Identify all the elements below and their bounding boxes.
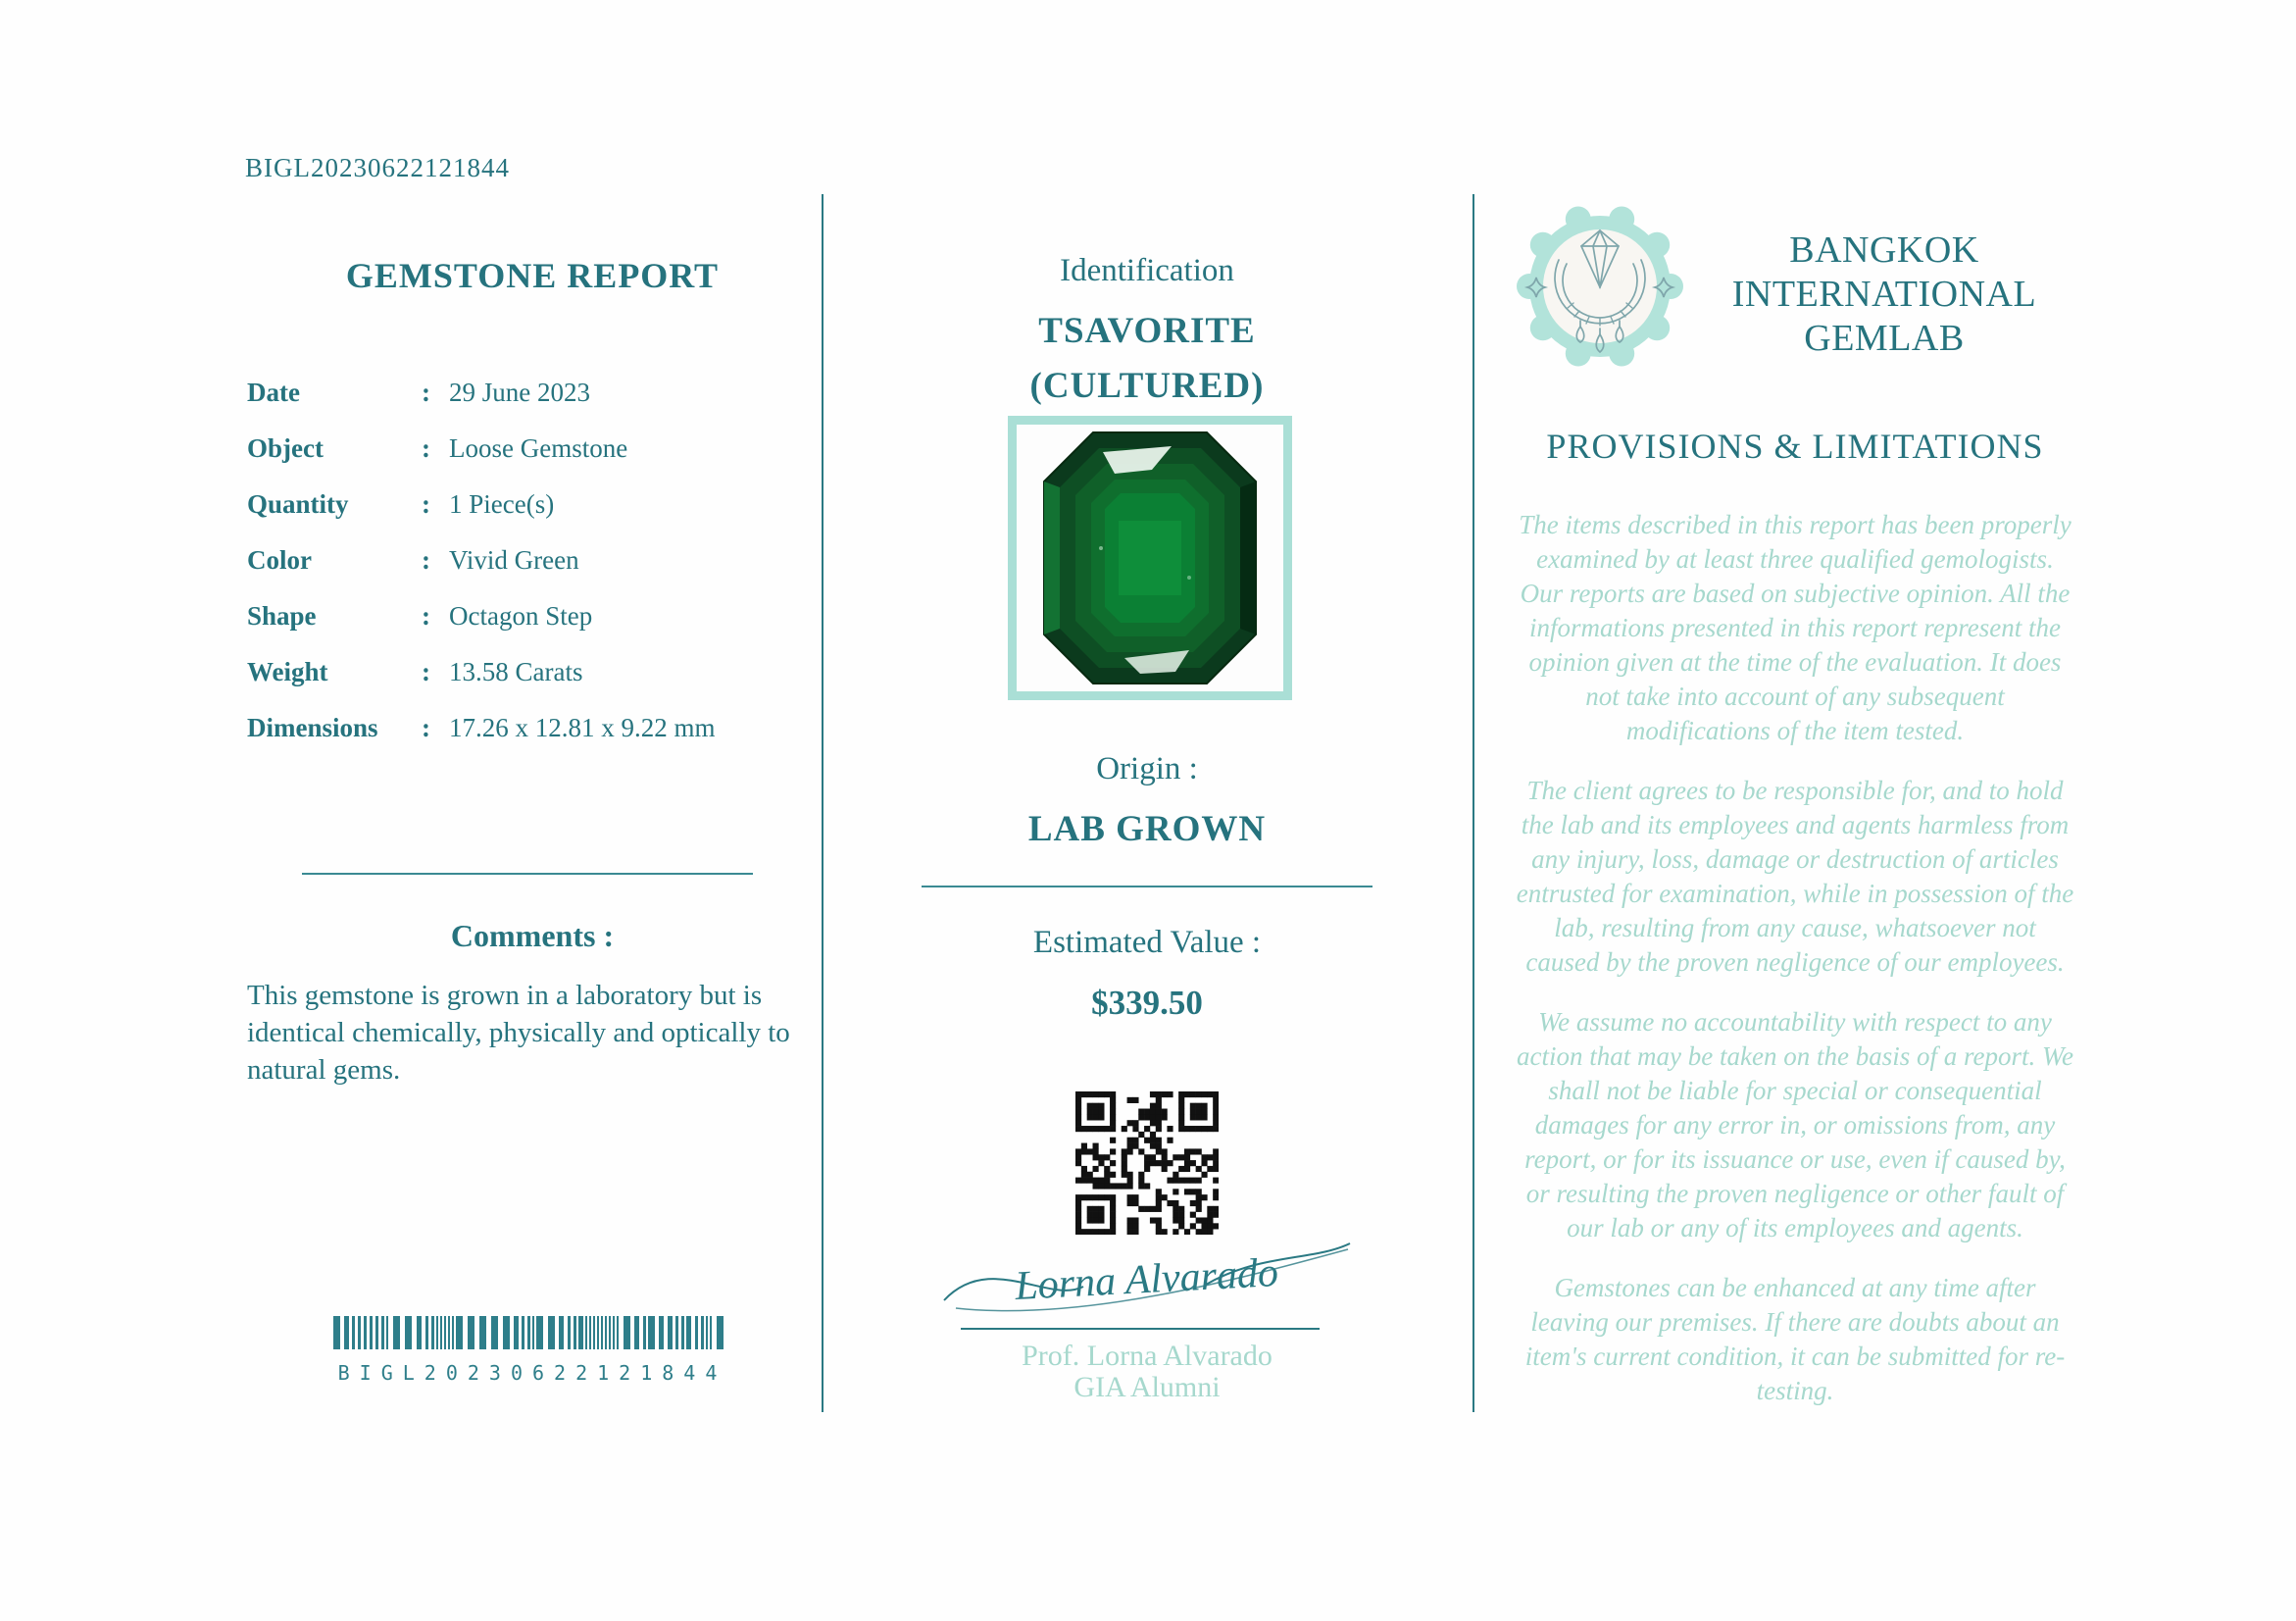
field-row-dimensions <box>247 700 820 756</box>
lab-name <box>1693 201 2075 378</box>
signer-credential: GIA Alumni <box>1073 1371 1221 1403</box>
report-number: BIGL20230622121844 <box>245 153 510 182</box>
provision-paragraph: The items described in this report has been properly examined by at least three qualified gemologists. Our reports are based on subjective opinion. All the informations presented in this report represent the opinion given at the time of the evaluation. It does not take into account of any subsequent modifications of the item tested. <box>1519 510 2071 745</box>
value-divider <box>922 886 1373 887</box>
field-value: 1 Piece(s) <box>449 489 555 519</box>
origin-value: LAB GROWN <box>1027 809 1267 849</box>
column-divider-left <box>822 194 824 1412</box>
field-colon: : <box>422 433 430 463</box>
signer-name: Prof. Lorna Alvarado <box>1022 1340 1273 1372</box>
lab-name-line: BANGKOK <box>1789 229 1979 271</box>
origin-label: Origin : <box>1096 751 1198 786</box>
gem-variety: (CULTURED) <box>1029 366 1265 406</box>
qr-code <box>1075 1091 1219 1235</box>
field-colon: : <box>422 378 430 407</box>
field-label: Color <box>247 545 312 575</box>
field-label: Dimensions <box>247 713 378 742</box>
comments-divider <box>302 873 753 875</box>
field-value: Vivid Green <box>449 545 579 575</box>
field-row-shape <box>247 588 820 644</box>
field-colon: : <box>422 657 430 686</box>
comments-text: This gemstone is grown in a laboratory but is identical chemically, physically and optically to natural gems. <box>247 980 790 1086</box>
report-fields <box>247 365 820 756</box>
provisions-text <box>1515 508 2075 1434</box>
field-value: 17.26 x 12.81 x 9.22 mm <box>449 713 716 742</box>
provision-paragraph: We assume no accountability with respect to any action that may be taken on the basis of a report. We shall not be liable for special or consequential damages for any error in, or omissions from, any report, or for its issuance or use, even if caused by, or resulting the proven negligence or other fault of our lab or any of its employees and agents. <box>1517 1007 2073 1242</box>
signature <box>936 1236 1358 1328</box>
field-label: Date <box>247 378 300 407</box>
field-label: Quantity <box>247 489 349 519</box>
identification-section <box>853 0 1441 1621</box>
barcode-bars-image <box>331 1316 733 1355</box>
comments-heading: Comments : <box>450 918 615 953</box>
lab-name-line: INTERNATIONAL <box>1731 274 2037 315</box>
gemstone-photo <box>1008 416 1292 700</box>
lab-name-line: GEMLAB <box>1804 318 1965 359</box>
field-row-quantity <box>247 477 820 532</box>
lab-logo <box>1515 201 1693 378</box>
provisions-title: PROVISIONS & LIMITATIONS <box>1546 427 2044 466</box>
field-row-color <box>247 532 820 588</box>
field-value: Loose Gemstone <box>449 433 628 463</box>
field-colon: : <box>422 545 430 575</box>
signature-name-text: Lorna Alvarado <box>1014 1250 1280 1310</box>
estimated-value-label: Estimated Value : <box>1032 925 1262 960</box>
signature-line <box>961 1328 1320 1330</box>
signature-script-image <box>936 1236 1358 1328</box>
report-title: GEMSTONE REPORT <box>345 256 720 295</box>
gem-badge-icon <box>1515 201 1686 373</box>
qr-code-image <box>1075 1091 1219 1235</box>
field-label: Object <box>247 433 324 463</box>
provision-paragraph: Gemstones can be enhanced at any time after leaving our premises. If there are doubts about an item's current condition, it can be submitted for re-testing. <box>1524 1273 2066 1405</box>
field-value: 13.58 Carats <box>449 657 583 686</box>
field-label: Shape <box>247 601 317 631</box>
provision-paragraph: The client agrees to be responsible for, and to hold the lab and its employees and agents harmless from any injury, loss, damage or destruction of articles entrusted for examination, while in possession of the lab, resulting from any cause, whatsoever not caused by the proven negligence of our employees. <box>1516 776 2074 977</box>
lab-header <box>1515 201 2075 378</box>
field-row-object <box>247 421 820 477</box>
field-value: 29 June 2023 <box>449 378 590 407</box>
field-value: Octagon Step <box>449 601 593 631</box>
field-colon: : <box>422 489 430 519</box>
field-row-weight <box>247 644 820 700</box>
field-colon: : <box>422 713 430 742</box>
field-colon: : <box>422 601 430 631</box>
field-label: Weight <box>247 657 328 686</box>
report-section <box>245 0 820 1621</box>
barcode <box>245 1316 820 1385</box>
barcode-text: BIGL20230622121844 <box>337 1361 727 1385</box>
column-divider-right <box>1472 194 1474 1412</box>
gemstone-image <box>1017 425 1283 691</box>
identification-label: Identification <box>1060 253 1234 288</box>
gem-species: TSAVORITE <box>1038 311 1256 351</box>
field-row-date <box>247 365 820 421</box>
lab-section <box>1515 0 2075 1621</box>
estimated-value: $339.50 <box>1091 984 1203 1022</box>
